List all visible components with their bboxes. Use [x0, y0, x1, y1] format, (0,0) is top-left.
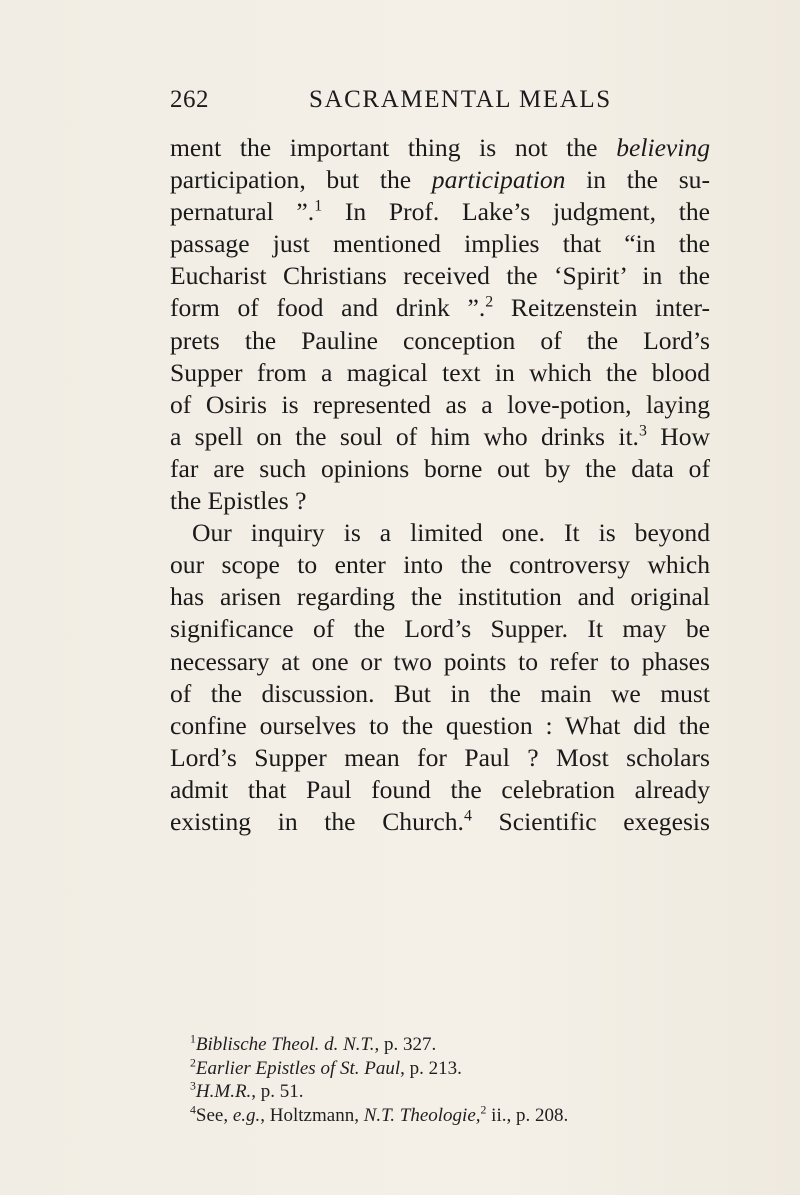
text-line: confine ourselves to the question : What did the [170, 710, 710, 740]
text-line: a spell on the soul of him who drinks it.$^3$ How [170, 421, 710, 451]
running-title: SACRAMENTAL MEALS [309, 86, 612, 113]
footnotes [170, 1033, 730, 1127]
text-line: participation, but the participation in the su- [170, 165, 710, 195]
text-line: pernatural ”.$^1$ In Prof. Lake’s judgment, the [170, 197, 710, 227]
text-line: passage just mentioned implies that “in the [170, 229, 710, 259]
page-header [170, 86, 710, 118]
text-line: Eucharist Christians received the ‘Spirit’ in the [170, 261, 710, 291]
text-line: Supper from a magical text in which the blood [170, 357, 710, 387]
footnote-ref: 3 [638, 422, 647, 440]
text-line: prets the Pauline conception of the Lord’s [170, 325, 710, 355]
footnote-2: $^2$Earlier Epistles of St. Paul, p. 213. [190, 1056, 462, 1079]
text-line: necessary at one or two points to refer to phases [170, 646, 710, 676]
text-line: significance of the Lord’s Supper. It may be [170, 614, 710, 644]
body-text [170, 132, 710, 838]
footnote-ref: 1 [314, 197, 323, 215]
text-line: of Osiris is represented as a love-potion, laying [170, 389, 710, 419]
footnote-ref: 4 [463, 807, 472, 825]
footnote-1: $^1$Biblische Theol. d. N.T., p. 327. [190, 1032, 437, 1055]
text-line: the Epistles ? [170, 486, 307, 516]
footnote-ref: 2 [485, 293, 494, 311]
text-line: Our inquiry is a limited one. It is beyond [192, 518, 710, 548]
text-line: has arisen regarding the institution and original [170, 582, 710, 612]
footnote-4: $^4$See, e.g., Holtzmann, N.T. Theologie,$^2$ ii., p. 208. [190, 1103, 569, 1126]
text-line: existing in the Church.$^4$ Scientific exegesis [170, 806, 710, 836]
text-line: ment the important thing is not the believing [170, 133, 710, 162]
text-line: form of food and drink ”.$^2$ Reitzenstein inter- [170, 293, 710, 323]
page-number: 262 [170, 86, 209, 113]
text-line: of the discussion. But in the main we must [170, 678, 710, 708]
text-line: far are such opinions borne out by the data of [170, 453, 710, 483]
text-line: admit that Paul found the celebration already [170, 774, 710, 804]
footnote-3: $^3$H.M.R., p. 51. [190, 1079, 304, 1103]
text-line: Lord’s Supper mean for Paul ? Most scholars [170, 742, 710, 772]
text-line: our scope to enter into the controversy which [170, 550, 710, 580]
